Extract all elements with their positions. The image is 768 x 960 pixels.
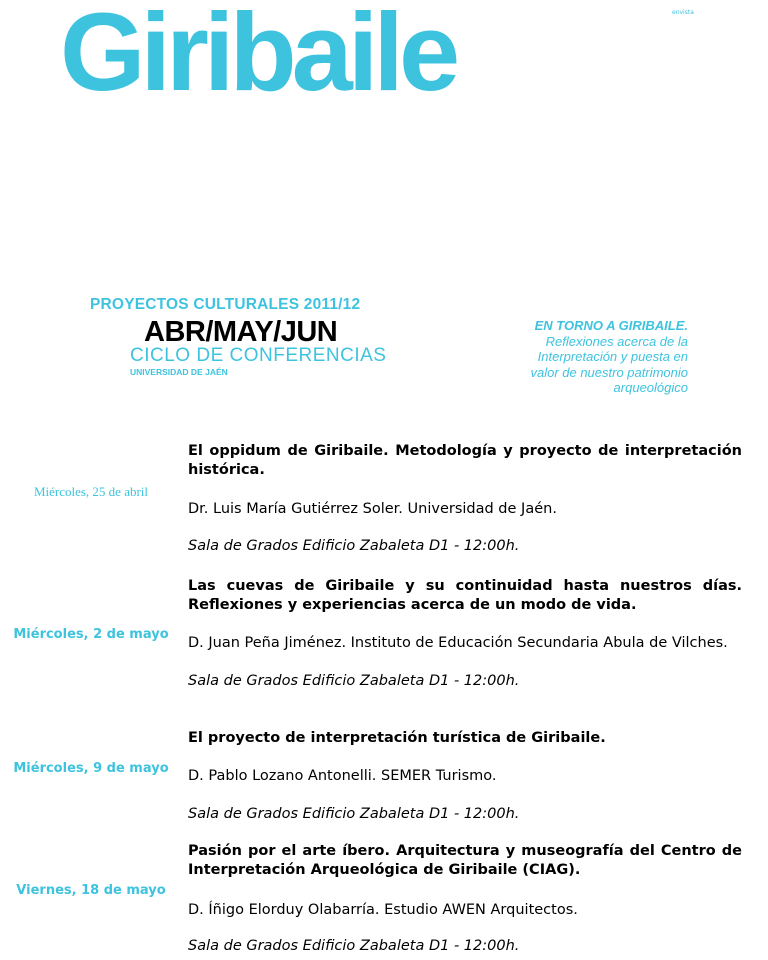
event-venue: Sala de Grados Edificio Zabaleta D1 - 12:00h.	[188, 538, 520, 554]
event-venue: Sala de Grados Edificio Zabaleta D1 - 12:00h.	[188, 938, 520, 954]
event-content	[188, 442, 742, 556]
promo-subtitle-line: arqueológico	[613, 380, 688, 395]
promo-block	[90, 296, 430, 377]
promo-subtitle-line: valor de nuestro patrimonio	[530, 364, 688, 380]
event-date: Miércoles, 9 de mayo	[13, 761, 169, 776]
event-content	[188, 842, 742, 956]
promo-subtitle-line: Reflexiones acerca de la	[545, 333, 688, 349]
promo-months: ABR/MAY/JUN	[144, 316, 338, 348]
event-title: El oppidum de Giribaile. Metodología y proyecto de interpretación histórica.	[188, 443, 742, 478]
promo-subtitle-title: EN TORNO A GIRIBAILE.	[534, 318, 688, 333]
event-title: Las cuevas de Giribaile y su continuidad hasta nuestros días. Reflexiones y experiencias acerca de un modo de vida.	[188, 578, 742, 613]
giribaile-logo: Giribaile	[60, 0, 456, 114]
event-speaker: D. Íñigo Elorduy Olabarría. Estudio AWEN Arquitectos.	[188, 902, 578, 918]
event-speaker: D. Pablo Lozano Antonelli. SEMER Turismo.	[188, 768, 497, 784]
event-title: El proyecto de interpretación turística de Giribaile.	[188, 730, 606, 746]
tiny-mark: envista	[672, 9, 694, 16]
event-date: Viernes, 18 de mayo	[16, 883, 166, 898]
promo-subtitle	[460, 318, 688, 396]
event-speaker: Dr. Luis María Gutiérrez Soler. Universidad de Jaén.	[188, 501, 557, 517]
event-title: Pasión por el arte íbero. Arquitectura y museografía del Centro de Interpretación Arqueológica de Giribaile (CIAG).	[188, 843, 742, 878]
event-speaker: D. Juan Peña Jiménez. Instituto de Educación Secundaria Abula de Vilches.	[188, 635, 728, 651]
event-venue: Sala de Grados Edificio Zabaleta D1 - 12:00h.	[188, 673, 520, 689]
promo-university: UNIVERSIDAD DE JAÉN	[130, 367, 228, 377]
promo-heading: PROYECTOS CULTURALES 2011/12	[90, 296, 361, 313]
event-date: Miércoles, 2 de mayo	[13, 627, 169, 642]
promo-cycle: CICLO DE CONFERENCIAS	[130, 345, 387, 366]
promo-subtitle-line: Interpretación y puesta en	[537, 349, 688, 364]
event-content	[188, 577, 742, 691]
event-date: Miércoles, 25 de abril	[33, 484, 149, 499]
event-content	[188, 729, 742, 824]
event-venue: Sala de Grados Edificio Zabaleta D1 - 12:00h.	[188, 806, 520, 822]
